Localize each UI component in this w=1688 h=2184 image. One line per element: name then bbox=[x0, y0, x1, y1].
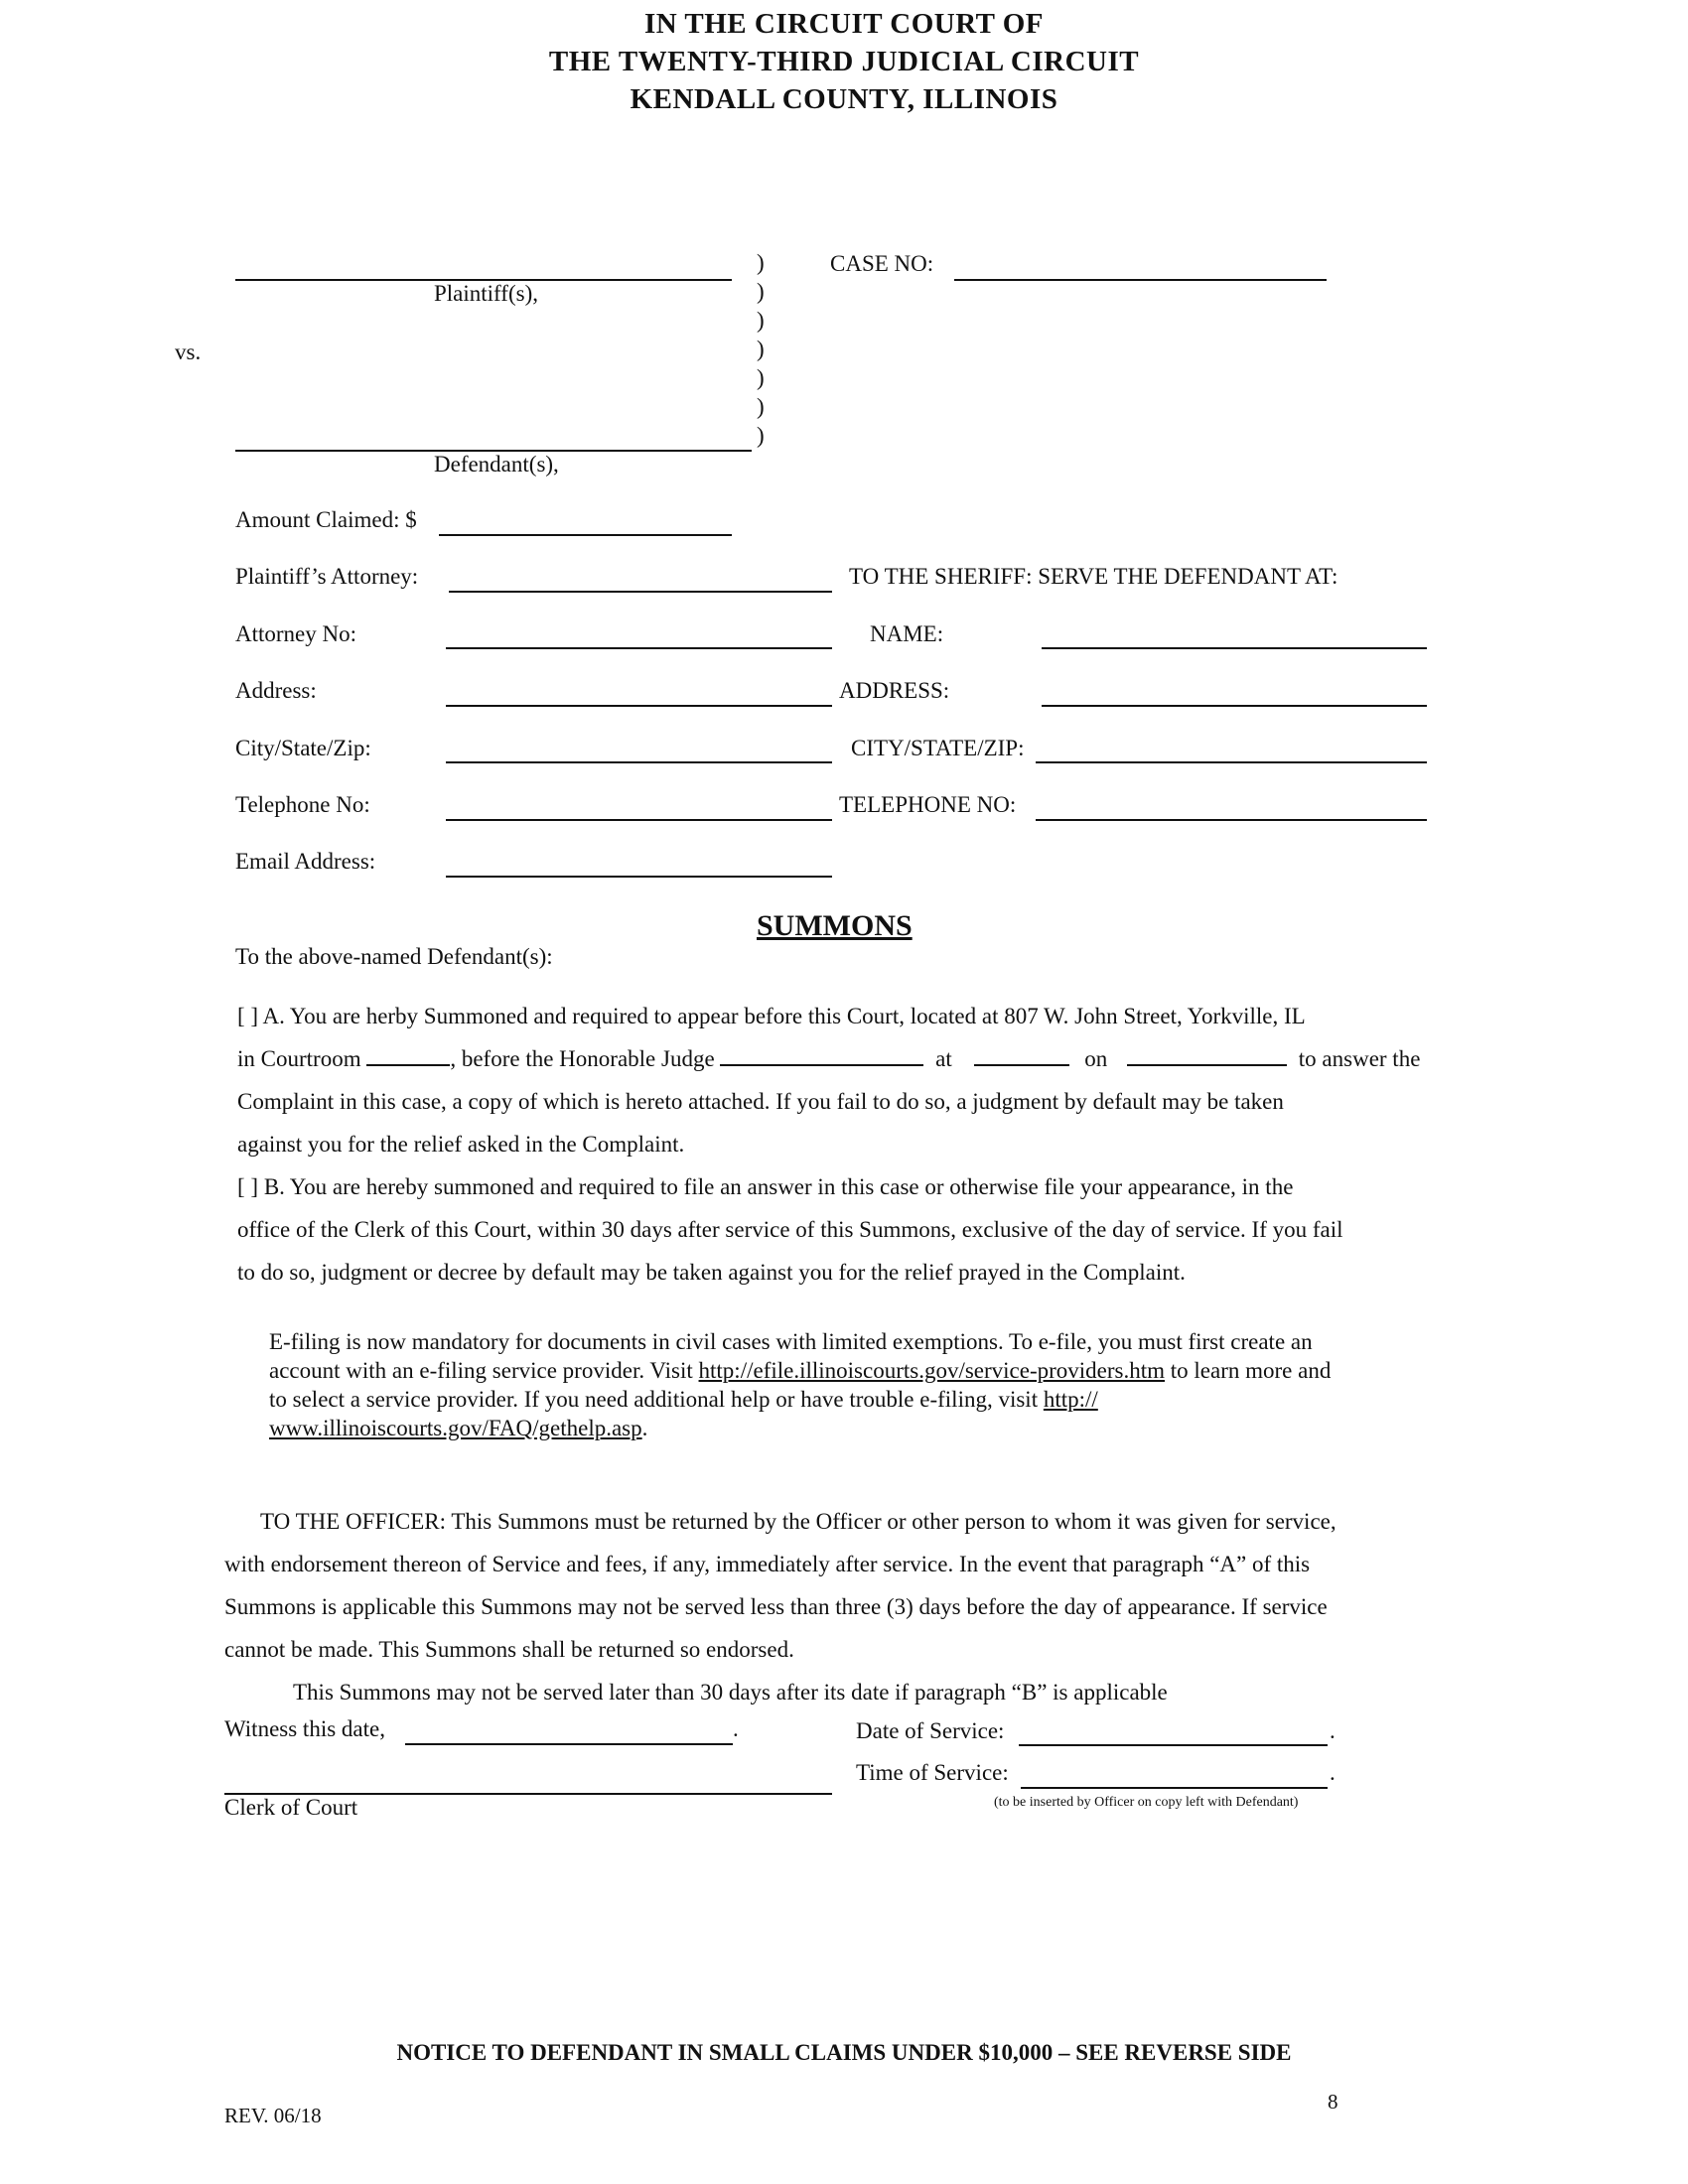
sheriff-heading: TO THE SHERIFF: SERVE THE DEFENDANT AT: bbox=[849, 564, 1338, 589]
attorney-no-label: Attorney No: bbox=[235, 621, 357, 646]
at-label: at bbox=[935, 1046, 952, 1071]
caption-paren: ) bbox=[757, 423, 765, 448]
time-of-service-label: Time of Service: bbox=[856, 1760, 1009, 1785]
court-header-line1: IN THE CIRCUIT COURT OF bbox=[643, 8, 1045, 40]
caption-paren: ) bbox=[757, 250, 765, 275]
email-address-label: Email Address: bbox=[235, 849, 376, 874]
telephone-no-line[interactable] bbox=[446, 819, 832, 821]
efile-line2: account with an e-filing service provider. Visit http://efile.illinoiscourts.gov/service-providers.htm to learn more and bbox=[269, 1358, 1332, 1383]
caption-paren: ) bbox=[757, 394, 765, 419]
paragraph-b-line3: to do so, judgment or decree by default may be taken against you for the relief prayed in the Complaint. bbox=[237, 1260, 1186, 1285]
revision-label: REV. 06/18 bbox=[224, 2104, 322, 2127]
defendant-label: Defendant(s), bbox=[434, 452, 559, 477]
paragraph-a-line2 bbox=[237, 1037, 1420, 1080]
time-of-service-line[interactable] bbox=[1021, 1787, 1328, 1789]
date-of-service-period: . bbox=[1330, 1718, 1336, 1743]
officer-line5: This Summons may not be served later than 30 days after its date if paragraph “B” is applicable bbox=[293, 1680, 1168, 1705]
email-address-line[interactable] bbox=[446, 876, 832, 878]
courtroom-label: in Courtroom bbox=[237, 1046, 361, 1071]
efile-help-link-part1[interactable]: http:// bbox=[1043, 1387, 1098, 1412]
date-of-service-label: Date of Service: bbox=[856, 1718, 1005, 1743]
paragraph-b-line2: office of the Clerk of this Court, within 30 days after service of this Summons, exclusive of the day of service. If you fail bbox=[237, 1217, 1343, 1242]
address-label: Address: bbox=[235, 678, 317, 703]
time-of-service-period: . bbox=[1330, 1760, 1336, 1785]
amount-claimed-line[interactable] bbox=[439, 534, 732, 536]
address-line[interactable] bbox=[446, 705, 832, 707]
plaintiffs-attorney-line[interactable] bbox=[449, 591, 832, 593]
city-state-zip-label: City/State/Zip: bbox=[235, 736, 371, 760]
summons-title: SUMMONS bbox=[757, 909, 913, 942]
sheriff-city-state-zip-label: CITY/STATE/ZIP: bbox=[851, 736, 1025, 760]
date-blank[interactable] bbox=[1127, 1042, 1287, 1066]
city-state-zip-line[interactable] bbox=[446, 761, 832, 763]
to-defendant-label: To the above-named Defendant(s): bbox=[235, 944, 553, 969]
witness-period: . bbox=[733, 1716, 739, 1741]
court-header-line2: THE TWENTY-THIRD JUDICIAL CIRCUIT bbox=[548, 46, 1140, 77]
case-no-label: CASE NO: bbox=[830, 251, 934, 276]
caption-paren: ) bbox=[757, 365, 765, 390]
clerk-of-court-label: Clerk of Court bbox=[224, 1795, 358, 1820]
paragraph-a-line3: Complaint in this case, a copy of which is hereto attached. If you fail to do so, a judgment by default may be taken bbox=[237, 1089, 1284, 1114]
witness-label: Witness this date, bbox=[224, 1716, 385, 1741]
sheriff-city-state-zip-line[interactable] bbox=[1036, 761, 1427, 763]
efile-providers-link[interactable]: http://efile.illinoiscourts.gov/service-providers.htm bbox=[698, 1358, 1166, 1383]
time-blank[interactable] bbox=[974, 1042, 1069, 1066]
amount-claimed-label: Amount Claimed: $ bbox=[235, 507, 417, 532]
officer-line3: Summons is applicable this Summons may not be served less than three (3) days before the day of appearance. If service bbox=[224, 1594, 1328, 1619]
paragraph-a-line4: against you for the relief asked in the Complaint. bbox=[237, 1132, 685, 1157]
efile-line1: E-filing is now mandatory for documents in civil cases with limited exemptions. To e-file, you must first create an bbox=[269, 1329, 1313, 1354]
sheriff-telephone-line[interactable] bbox=[1036, 819, 1427, 821]
efile-line3: to select a service provider. If you need additional help or have trouble e-filing, visit http:// bbox=[269, 1387, 1098, 1412]
witness-date-line[interactable] bbox=[405, 1743, 733, 1745]
officer-line1: TO THE OFFICER: This Summons must be returned by the Officer or other person to whom it was given for service, bbox=[260, 1509, 1336, 1534]
answer-label: to answer the bbox=[1298, 1046, 1421, 1071]
small-claims-notice: NOTICE TO DEFENDANT IN SMALL CLAIMS UNDER $10,000 – SEE REVERSE SIDE bbox=[396, 2040, 1292, 2065]
case-no-line[interactable] bbox=[954, 279, 1327, 281]
officer-note: (to be inserted by Officer on copy left with Defendant) bbox=[994, 1795, 1299, 1810]
paragraph-b-line1: [ ] B. You are hereby summoned and required to file an answer in this case or otherwise file your appearance, in the bbox=[237, 1174, 1294, 1199]
on-label: on bbox=[1084, 1046, 1108, 1071]
efile-help-link-part2[interactable]: www.illinoiscourts.gov/FAQ/gethelp.asp bbox=[269, 1416, 642, 1440]
plaintiff-label: Plaintiff(s), bbox=[434, 281, 538, 306]
caption-paren: ) bbox=[757, 279, 765, 304]
attorney-no-line[interactable] bbox=[446, 647, 832, 649]
efile-line4: www.illinoiscourts.gov/FAQ/gethelp.asp. bbox=[269, 1416, 648, 1440]
judge-blank[interactable] bbox=[720, 1042, 923, 1066]
date-of-service-line[interactable] bbox=[1019, 1744, 1328, 1746]
page-number: 8 bbox=[1328, 2090, 1338, 2114]
caption-paren: ) bbox=[757, 337, 765, 361]
plaintiffs-attorney-label: Plaintiff’s Attorney: bbox=[235, 564, 419, 589]
courtroom-blank[interactable] bbox=[366, 1042, 450, 1066]
sheriff-address-line[interactable] bbox=[1042, 705, 1427, 707]
vs-label: vs. bbox=[175, 340, 202, 364]
officer-line2: with endorsement thereon of Service and fees, if any, immediately after service. In the event that paragraph “A” of this bbox=[224, 1552, 1311, 1576]
paragraph-a-line1: [ ] A. You are herby Summoned and required to appear before this Court, located at 807 W. John Street, Yorkville, IL bbox=[237, 1004, 1306, 1028]
sheriff-address-label: ADDRESS: bbox=[839, 678, 950, 703]
officer-line4: cannot be made. This Summons shall be returned so endorsed. bbox=[224, 1637, 794, 1662]
sheriff-name-label: NAME: bbox=[870, 621, 944, 646]
sheriff-telephone-label: TELEPHONE NO: bbox=[839, 792, 1017, 817]
judge-label: , before the Honorable Judge bbox=[450, 1046, 715, 1071]
sheriff-name-line[interactable] bbox=[1042, 647, 1427, 649]
court-header-line3: KENDALL COUNTY, ILLINOIS bbox=[630, 83, 1058, 115]
caption-paren: ) bbox=[757, 308, 765, 333]
telephone-no-label: Telephone No: bbox=[235, 792, 370, 817]
